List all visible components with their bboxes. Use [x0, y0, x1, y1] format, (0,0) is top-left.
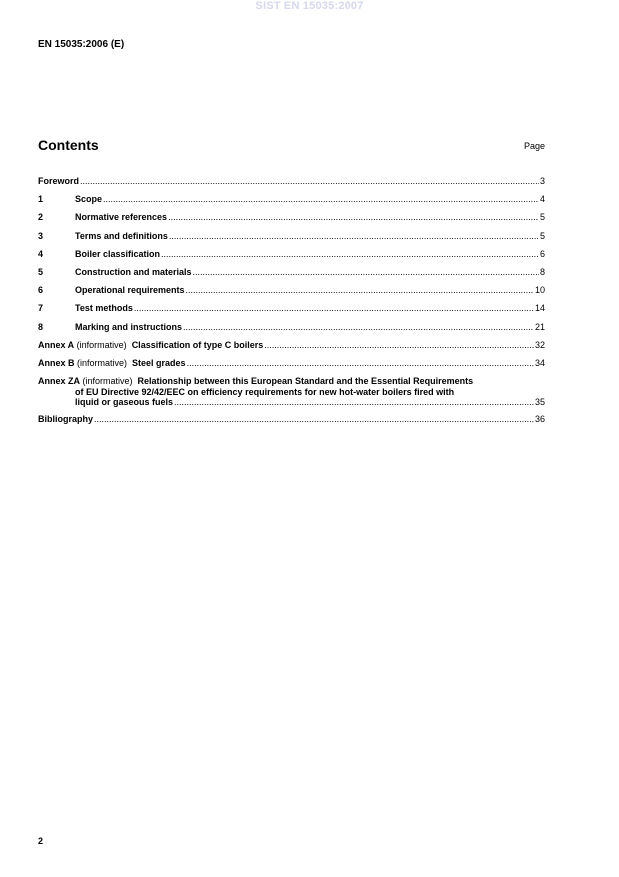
- toc-entry-terms-and-definitions[interactable]: [38, 231, 545, 249]
- toc-entry-page: 10: [534, 285, 545, 296]
- dot-leader: [187, 358, 534, 368]
- annex-type: (informative): [80, 376, 138, 387]
- toc-entry-page: 34: [534, 357, 545, 368]
- toc-entry-number: 1: [38, 194, 44, 205]
- dot-leader: [168, 212, 539, 222]
- toc-entry-scope[interactable]: [38, 194, 545, 212]
- document-id: EN 15035:2006 (E): [38, 39, 125, 50]
- dot-leader: [264, 340, 534, 350]
- toc-entry-page: 5: [539, 230, 545, 241]
- annex-title-line-3: liquid or gaseous fuels: [75, 397, 174, 408]
- toc-entry-title: Foreword: [38, 176, 80, 186]
- toc-entry-annex-b[interactable]: [38, 358, 545, 376]
- toc-entry-page: 36: [534, 413, 545, 424]
- toc-entry-foreword[interactable]: [38, 176, 545, 194]
- toc-entry-boiler-classification[interactable]: [38, 249, 545, 267]
- toc-entry-annex-a[interactable]: [38, 340, 545, 358]
- annex-title: Classification of type C boilers: [131, 339, 264, 350]
- toc-entry-page: 6: [539, 248, 545, 259]
- page-number: 2: [38, 836, 44, 846]
- dot-leader: [161, 249, 539, 259]
- toc-entry-number: 7: [38, 303, 44, 314]
- annex-label: Annex ZA: [38, 376, 81, 387]
- annex-label: Annex B: [38, 357, 75, 368]
- toc-entry-marking-and-instructions[interactable]: [38, 322, 545, 340]
- toc-entry-page: 3: [539, 176, 545, 186]
- toc-entry-title: Construction and materials: [75, 266, 192, 277]
- dot-leader: [169, 231, 539, 241]
- toc-entry-number: 5: [38, 266, 44, 277]
- toc-entry-operational-requirements[interactable]: [38, 285, 545, 303]
- toc-entry-number: 2: [38, 212, 44, 223]
- toc-entry-annex-za[interactable]: [38, 376, 545, 408]
- contents-heading: Contents: [38, 137, 99, 153]
- dot-leader: [183, 322, 534, 332]
- annex-title-line-2: of EU Directive 92/42/EEC on efficiency requirements for new hot-water boilers fired with: [75, 386, 455, 397]
- toc-entry-title: Marking and instructions: [75, 321, 183, 332]
- toc-entry-page: 5: [539, 212, 545, 223]
- annex-title: Steel grades: [132, 357, 186, 368]
- toc-entry-page: 4: [539, 194, 545, 205]
- toc-entry-page: 21: [534, 321, 545, 332]
- toc-entry-title: Scope: [75, 194, 103, 205]
- toc-entry-page: 8: [539, 266, 545, 277]
- toc-entry-title: Boiler classification: [75, 248, 161, 259]
- annex-za-line-3: [38, 397, 545, 408]
- annex-type: (informative): [74, 357, 133, 368]
- watermark-text: SIST EN 15035:2007: [255, 0, 364, 12]
- dot-leader: [134, 303, 534, 313]
- toc-entry-construction-and-materials[interactable]: [38, 267, 545, 285]
- toc-entry-number: 3: [38, 230, 44, 241]
- toc-entry-page: 35: [534, 397, 545, 408]
- dot-leader: [174, 397, 534, 408]
- toc-entry-bibliography[interactable]: [38, 414, 545, 432]
- toc-entry-page: 32: [534, 339, 545, 350]
- toc-entry-title: [38, 358, 186, 368]
- toc-entry-title: Operational requirements: [75, 285, 185, 296]
- dot-leader: [94, 414, 534, 424]
- toc-entry-title: Test methods: [75, 303, 133, 314]
- toc-entry-title: Terms and definitions: [75, 230, 168, 241]
- annex-type: (informative): [74, 339, 132, 350]
- dot-leader: [193, 267, 539, 277]
- annex-title-line-1: Relationship between this European Standard and the Essential Requirements: [137, 376, 474, 387]
- toc-entry-normative-references[interactable]: [38, 212, 545, 230]
- dot-leader: [103, 194, 539, 204]
- dot-leader: [80, 176, 539, 186]
- table-of-contents: [38, 176, 545, 432]
- toc-entry-test-methods[interactable]: [38, 303, 545, 321]
- toc-entry-page: 14: [534, 303, 545, 314]
- dot-leader: [186, 285, 534, 295]
- page-column-label: Page: [523, 141, 545, 151]
- toc-entry-title: Normative references: [75, 212, 168, 223]
- toc-entry-number: 4: [38, 248, 44, 259]
- annex-label: Annex A: [38, 339, 75, 350]
- toc-entry-number: 6: [38, 285, 44, 296]
- toc-entry-number: 8: [38, 321, 44, 332]
- annex-za-line-1: [38, 376, 545, 387]
- toc-entry-title: Bibliography: [38, 413, 94, 424]
- toc-entry-title: [38, 340, 263, 350]
